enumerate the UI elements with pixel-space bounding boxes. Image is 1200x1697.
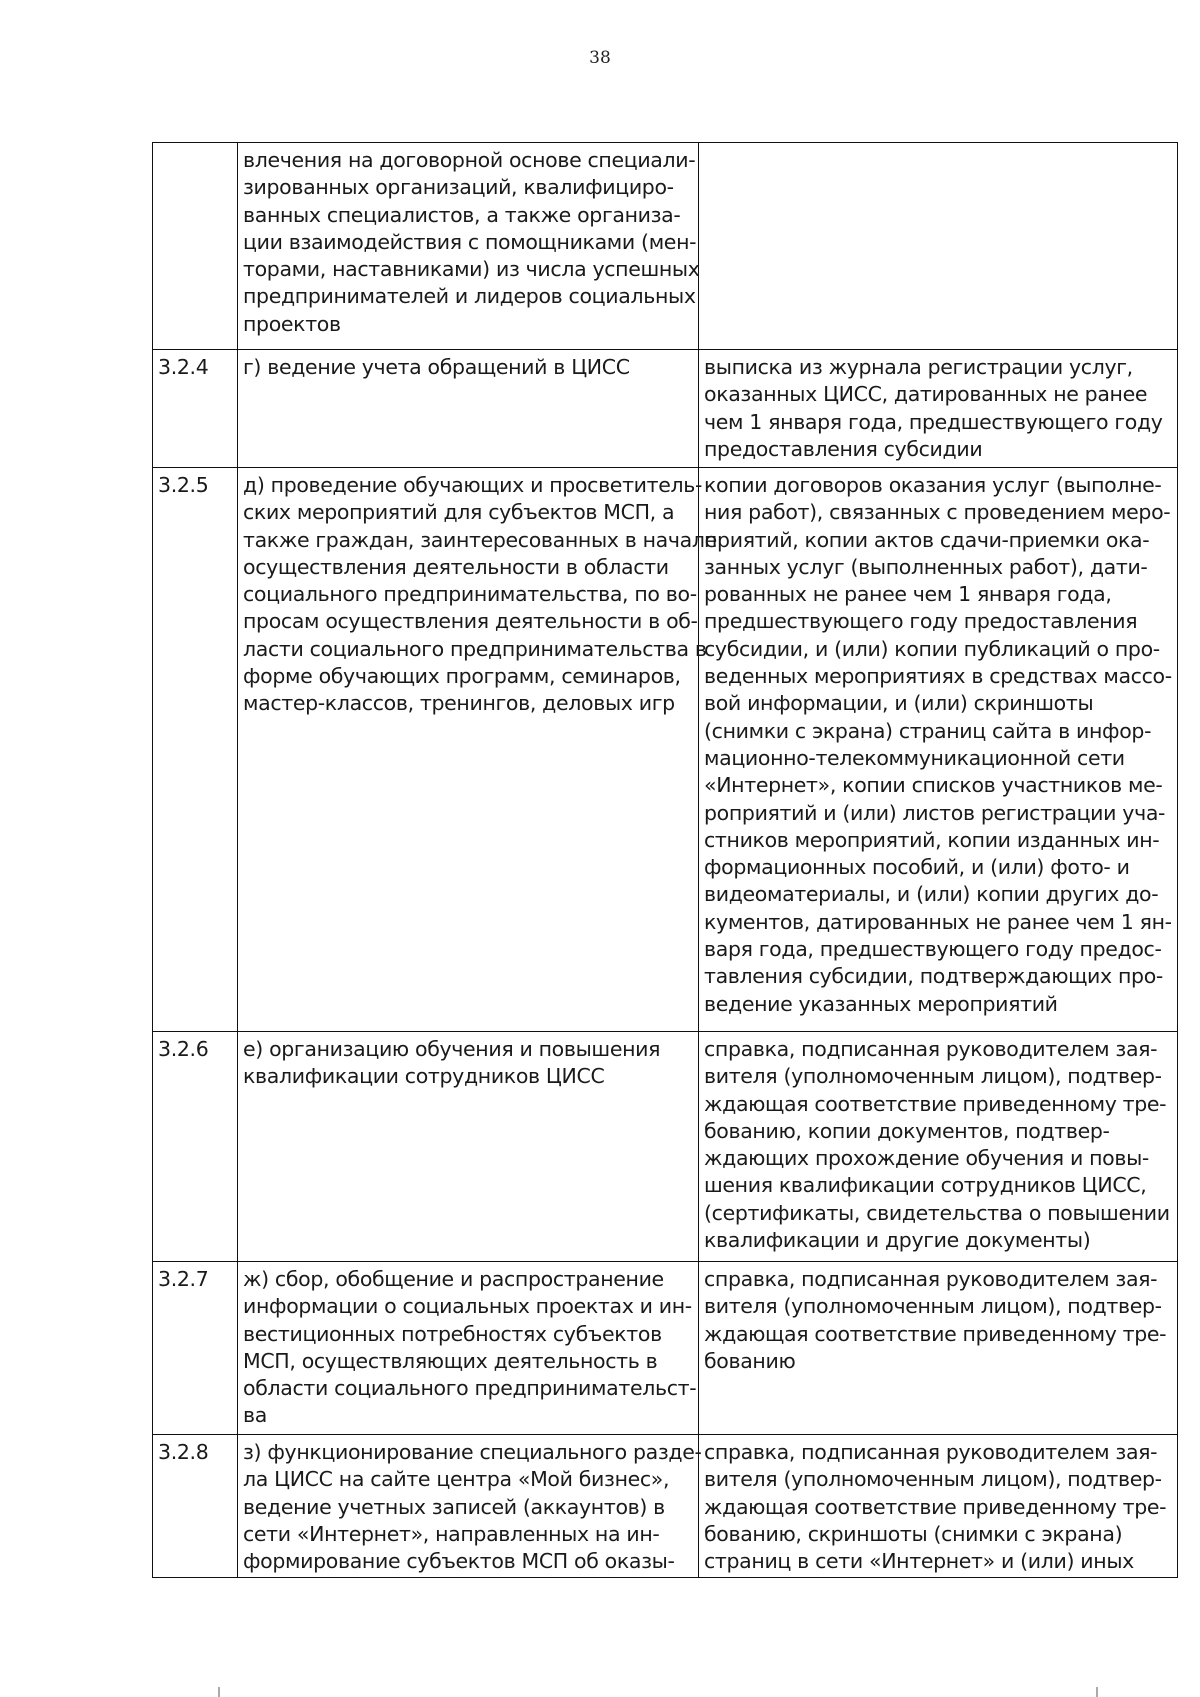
requirement-line: д) проведение обучающих и просветитель- xyxy=(243,473,703,497)
requirement-line: вестиционных потребностях субъектов xyxy=(243,1321,662,1346)
requirement-line: ла ЦИСС на сайте центра «Мой бизнес», xyxy=(243,1467,670,1492)
table-body xyxy=(153,143,1178,1578)
requirement-line: просам осуществления деятельности в об- xyxy=(243,609,698,634)
requirement-line: информации о социальных проектах и ин- xyxy=(243,1294,692,1319)
documents-line: квалификации и другие документы) xyxy=(704,1228,1091,1253)
documents-line: приятий, копии актов сдачи-приемки ока- xyxy=(704,527,1150,552)
documents-line: справка, подписанная руководителем зая- xyxy=(704,1267,1158,1291)
requirement-line: ванных специалистов, а также организа- xyxy=(243,202,681,227)
scan-mark xyxy=(218,1687,220,1697)
documents-line: ждающая соответствие приведенному тре- xyxy=(704,1494,1167,1519)
documents-cell xyxy=(699,350,1178,468)
documents-line: ждающая соответствие приведенному тре- xyxy=(704,1321,1167,1346)
table-row xyxy=(153,1262,1178,1435)
documents-cell xyxy=(699,1262,1178,1435)
documents-line: занных услуг (выполненных работ), дати- xyxy=(704,554,1148,579)
requirements-table xyxy=(152,142,1178,1578)
requirement-line: проектов xyxy=(243,311,341,336)
documents-line: видеоматериалы, и (или) копии других до- xyxy=(704,882,1159,907)
documents-line: кументов, датированных не ранее чем 1 ян- xyxy=(704,909,1172,934)
table-row xyxy=(153,1032,1178,1262)
page-number: 38 xyxy=(589,48,611,68)
requirement-line: ских мероприятий для субъектов МСП, а xyxy=(243,500,675,525)
table-row xyxy=(153,350,1178,468)
documents-line: «Интернет», копии списков участников ме- xyxy=(704,773,1163,798)
documents-line: стников мероприятий, копии изданных ин- xyxy=(704,827,1160,852)
documents-line: копии договоров оказания услуг (выполне- xyxy=(704,473,1162,497)
documents-line: вой информации, и (или) скриншоты xyxy=(704,691,1094,716)
documents-line: ния работ), связанных с проведением меро- xyxy=(704,500,1171,525)
documents-line: ждающая соответствие приведенному тре- xyxy=(704,1091,1167,1116)
requirement-cell xyxy=(238,1435,702,1578)
requirement-line: ции взаимодействия с помощниками (мен- xyxy=(243,229,697,254)
requirement-line: также граждан, заинтересованных в начале xyxy=(243,527,717,552)
requirement-line: ласти социального предпринимательства в xyxy=(243,636,707,661)
documents-line: справка, подписанная руководителем зая- xyxy=(704,1037,1158,1061)
requirement-cell xyxy=(238,350,699,468)
documents-line: вителя (уполномоченным лицом), подтвер- xyxy=(704,1294,1162,1319)
documents-cell xyxy=(699,143,1178,350)
requirement-line: социального предпринимательства, по во- xyxy=(243,582,697,607)
scan-mark xyxy=(1096,1687,1098,1697)
requirement-line: осуществления деятельности в области xyxy=(243,554,669,579)
requirement-line: области социального предпринимательст- xyxy=(243,1376,697,1401)
requirement-line: ж) сбор, обобщение и распространение xyxy=(243,1267,664,1291)
item-number: 3.2.4 xyxy=(153,350,238,468)
documents-line: субсидии, и (или) копии публикаций о про- xyxy=(704,636,1160,661)
requirement-line: предпринимателей и лидеров социальных xyxy=(243,284,696,309)
documents-line: тавления субсидии, подтверждающих про- xyxy=(704,964,1163,989)
requirement-cell xyxy=(238,1032,699,1262)
documents-line: веденных мероприятиях в средствах массо- xyxy=(704,664,1172,689)
requirement-line: ва xyxy=(243,1403,267,1428)
documents-line: (сертификаты, свидетельства о повышении xyxy=(704,1200,1170,1225)
documents-line: ждающих прохождение обучения и повы- xyxy=(704,1146,1149,1171)
documents-line: чем 1 января года, предшествующего году xyxy=(704,409,1163,434)
documents-line: шения квалификации сотрудников ЦИСС, xyxy=(704,1173,1147,1198)
item-number: 3.2.5 xyxy=(153,468,238,1032)
documents-line: ведение указанных мероприятий xyxy=(704,991,1058,1016)
documents-line: предшествующего году предоставления xyxy=(704,609,1138,634)
requirement-line: е) организацию обучения и повышения xyxy=(243,1037,661,1061)
documents-line: бованию, скриншоты (снимки с экрана) xyxy=(704,1521,1123,1546)
requirement-cell xyxy=(238,143,699,350)
requirement-cell xyxy=(238,1262,699,1435)
documents-cell xyxy=(699,468,1178,1032)
requirement-line: квалификации сотрудников ЦИСС xyxy=(243,1064,605,1089)
table-row xyxy=(153,143,1178,350)
documents-line: выписка из журнала регистрации услуг, xyxy=(704,355,1133,379)
item-number: 3.2.6 xyxy=(153,1032,238,1262)
requirement-line: формирование субъектов МСП об оказы- xyxy=(243,1549,675,1574)
documents-line: страниц в сети «Интернет» и (или) иных xyxy=(704,1549,1134,1574)
documents-cell xyxy=(699,1435,1178,1578)
table-row xyxy=(153,468,1178,1032)
documents-line: предоставления субсидии xyxy=(704,436,983,461)
table-row xyxy=(153,1435,1178,1578)
documents-line: справка, подписанная руководителем зая- xyxy=(704,1440,1158,1464)
documents-cell xyxy=(699,1032,1178,1262)
documents-line: роприятий и (или) листов регистрации уча- xyxy=(704,800,1166,825)
requirement-line: з) функционирование специального разде- xyxy=(243,1440,702,1464)
documents-line: формационных пособий, и (или) фото- и xyxy=(704,855,1130,880)
item-number xyxy=(153,143,238,350)
documents-line: вителя (уполномоченным лицом), подтвер- xyxy=(704,1064,1162,1089)
requirement-line: форме обучающих программ, семинаров, xyxy=(243,664,681,689)
requirement-line: г) ведение учета обращений в ЦИСС xyxy=(243,355,630,379)
requirement-cell xyxy=(238,468,717,1032)
documents-line: рованных не ранее чем 1 января года, xyxy=(704,582,1112,607)
item-number: 3.2.7 xyxy=(153,1262,238,1435)
requirement-line: влечения на договорной основе специали- xyxy=(243,148,696,172)
requirement-line: зированных организаций, квалифициро- xyxy=(243,175,674,200)
documents-line: варя года, предшествующего году предос- xyxy=(704,937,1162,962)
documents-line: бованию, копии документов, подтвер- xyxy=(704,1118,1110,1143)
documents-line: бованию xyxy=(704,1348,796,1373)
documents-line: оказанных ЦИСС, датированных не ранее xyxy=(704,382,1148,407)
documents-line: (снимки с экрана) страниц сайта в инфор- xyxy=(704,718,1152,743)
documents-line: мационно-телекоммуникационной сети xyxy=(704,745,1125,770)
requirement-line: сети «Интернет», направленных на ин- xyxy=(243,1521,660,1546)
documents-line: вителя (уполномоченным лицом), подтвер- xyxy=(704,1467,1162,1492)
item-number: 3.2.8 xyxy=(153,1435,238,1578)
requirement-line: мастер-классов, тренингов, деловых игр xyxy=(243,691,675,716)
requirement-line: торами, наставниками) из числа успешных xyxy=(243,257,700,282)
requirement-line: ведение учетных записей (аккаунтов) в xyxy=(243,1494,665,1519)
requirement-line: МСП, осуществляющих деятельность в xyxy=(243,1348,658,1373)
